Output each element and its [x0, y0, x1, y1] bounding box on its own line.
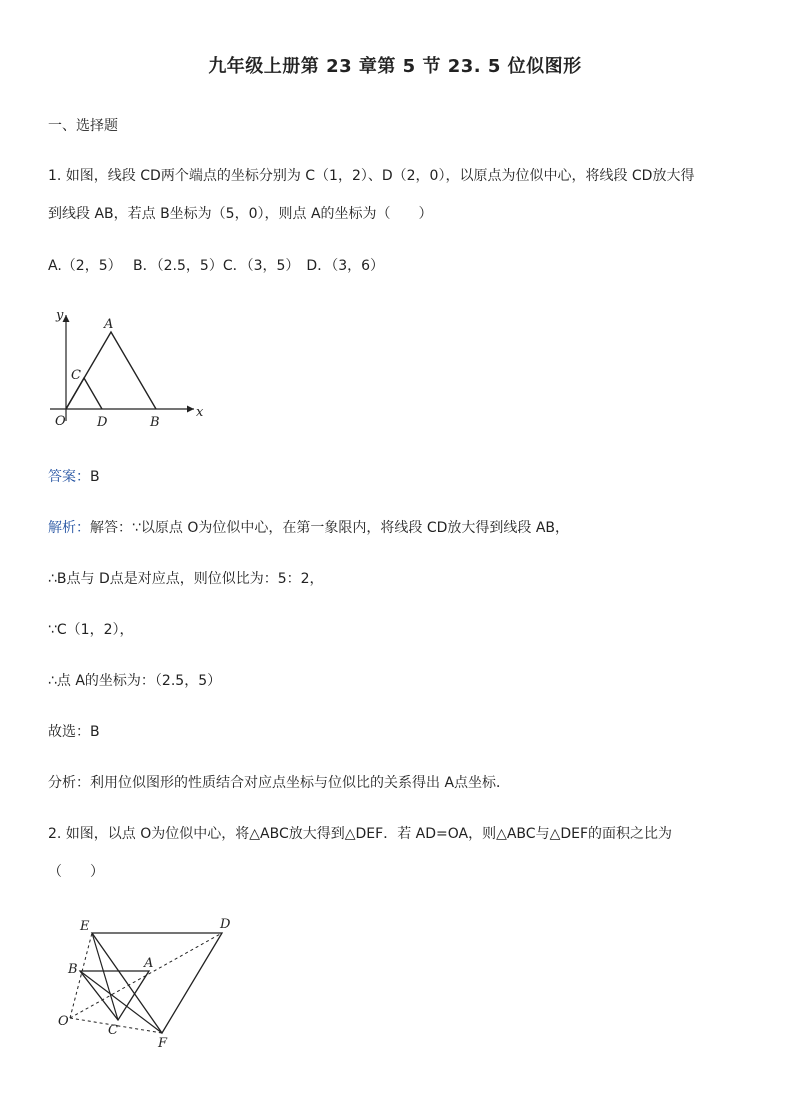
label-A2: A	[144, 956, 154, 971]
label-C: C	[71, 368, 81, 383]
triangle-def	[92, 933, 222, 1033]
q1-answer	[48, 466, 100, 486]
q1-analysis-line2: ∴B点与 D点是对应点，则位似比为：5：2，	[48, 571, 324, 587]
answer-value: B	[90, 469, 100, 485]
label-x: x	[196, 405, 204, 420]
label-O2: O	[58, 1014, 69, 1029]
analysis-label: 解析：	[48, 520, 90, 536]
label-B2: B	[68, 962, 78, 977]
q1-stem-line2: 到线段 AB，若点 B坐标为（5，0），则点 A的坐标为（ ）	[48, 206, 433, 222]
q1-fenxi: 分析：利用位似图形的性质结合对应点坐标与位似比的关系得出 A点坐标．	[48, 775, 511, 791]
line-ec	[92, 933, 118, 1020]
q1-analysis-line3: ∵C（1，2），	[48, 622, 134, 638]
label-y: y	[56, 308, 64, 323]
q1-analysis-line4: ∴点 A的坐标为：（2.5，5）	[48, 673, 222, 689]
label-D: D	[97, 415, 108, 430]
q1-choose: 故选：B	[48, 724, 100, 740]
q1-options: A.（2，5） B．（2.5，5）C．（3，5） D．（3，6）	[48, 258, 385, 274]
q1-coordinate-figure	[46, 305, 216, 435]
label-A: A	[104, 317, 114, 332]
q2-stem-line1: 2. 如图，以点 O为位似中心，将△ABC放大得到△DEF．若 AD=OA，则△ABC与△DEF的面积之比为	[48, 826, 673, 842]
q1-analysis-line1	[48, 517, 569, 537]
q2-similar-triangles-figure	[52, 912, 252, 1052]
label-D2: D	[220, 917, 231, 932]
label-F: F	[158, 1036, 168, 1051]
q2-stem-line2: （ ）	[48, 864, 104, 880]
label-O: O	[55, 414, 66, 429]
label-E: E	[80, 919, 90, 934]
section-heading: 一、选择题	[48, 118, 118, 134]
line-bf	[80, 971, 162, 1033]
q1-stem-line1: 1. 如图，线段 CD两个端点的坐标分别为 C（1，2）、D（2，0），以原点为位似中心，将线段 CD放大得	[48, 168, 695, 184]
answer-label: 答案：	[48, 469, 90, 485]
label-C2: C	[108, 1023, 118, 1038]
page-title: 九年级上册第 23 章第 5 节 23. 5 位似图形	[208, 56, 582, 77]
analysis-text-1: 解答：∵以原点 O为位似中心，在第一象限内，将线段 CD放大得到线段 AB，	[90, 520, 570, 536]
label-B: B	[150, 415, 160, 430]
